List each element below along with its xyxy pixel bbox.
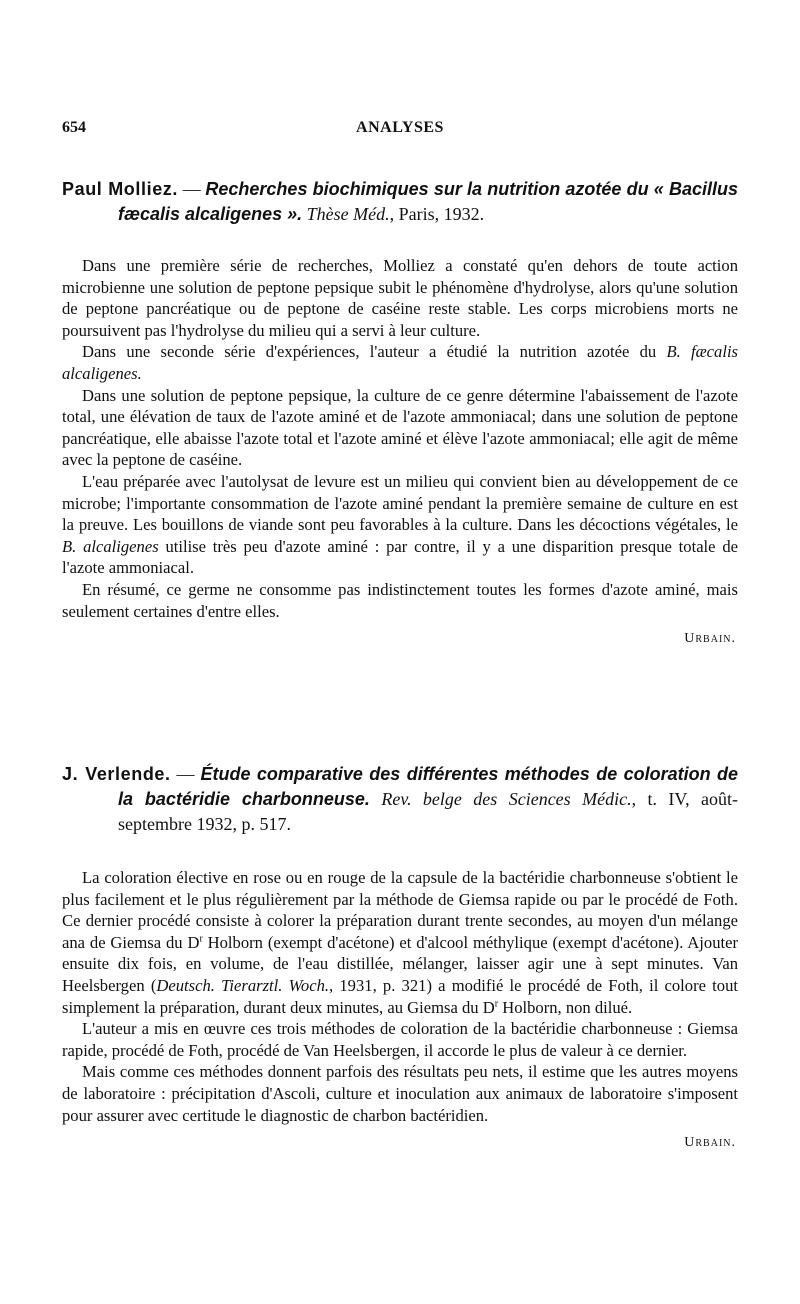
heading-dash: — xyxy=(178,179,206,199)
article-author: J. Verlende. xyxy=(62,764,171,784)
paragraph: La coloration élective en rose ou en rouge de la capsule de la bactéridie charbonneuse s'obtient le plus facilement et le plus régulièrement par la méthode de Giemsa rapide ou par le procédé de Foth. Ce dernier procédé consiste à colorer la préparation durant trente secondes, au moyen d'un mélange ana de Giemsa du $D^r$ Holborn (exempt d'acétone) et d'alcool méthylique (exempt d'acétone). Ajouter ensuite dix fois, en volume, de l'eau distillée, mélanger, laisser agir une à sept minutes. Van Heelsbergen (Deutsch. Tierarztl. Woch., 1931, p. 321) a modifié le procédé de Foth, il colore tout simplement la préparation, durant deux minutes, au Giemsa du $D^r$ Holborn, non dilué. xyxy=(62,868,738,1017)
paragraph: Dans une solution de peptone pepsique, la culture de ce genre détermine l'abaissement de l'azote total, une élévation de taux de l'azote aminé et de l'azote ammoniacal; dans une solution de peptone pancréatique, elle abaisse l'azote total et l'azote aminé et élève l'azote ammoniacal; elle agit de même avec la peptone de caséine. xyxy=(62,385,738,470)
article-heading xyxy=(62,762,738,837)
paragraph: Dans une seconde série d'expériences, l'auteur a étudié la nutrition azotée du B. fæcalis alcaligenes. xyxy=(62,342,739,383)
running-head xyxy=(62,119,738,141)
running-title: ANALYSES xyxy=(356,119,444,136)
journal-reference: Deutsch. Tierarztl. Woch. xyxy=(156,975,330,995)
article-verlende xyxy=(62,762,738,1154)
article-title: Recherches biochimiques sur la nutrition azotée du « Bacillus fæcalis alcaligenes ». xyxy=(118,179,738,224)
article-author: Paul Molliez. xyxy=(62,179,179,199)
species-name: B. fæcalis alcaligenes. xyxy=(62,342,739,383)
paragraph: Mais comme ces méthodes donnent parfois des résultats peu nets, il estime que les autres moyens de laboratoire : précipitation d'Ascoli, culture et inoculation aux animaux de laboratoire s'imposent pour assurer avec certitude le diagnostic de charbon bactéridien. xyxy=(62,1062,738,1125)
article-body xyxy=(62,867,738,1154)
paragraph: L'eau préparée avec l'autolysat de levure est un milieu qui convient bien au développement de ce microbe; l'importante consommation de l'azote aminé pendant la première semaine de culture en est la preuve. Les bouillons de viande sont peu favorables à la culture. Dans les décoctions végétales, le B. alcaligenes utilise très peu d'azote aminé : par contre, il y a une disparition presque totale de l'azote ammoniacal. xyxy=(62,471,738,578)
species-name: B. alcaligenes xyxy=(62,536,159,556)
page-number: 654 xyxy=(62,119,86,136)
article-title: Étude comparative des différentes méthodes de coloration de la bactéridie charbonneuse. xyxy=(118,764,738,809)
signature: Urbain. xyxy=(684,1135,736,1151)
signature: Urbain. xyxy=(684,631,736,647)
citation-source: Thèse Méd. xyxy=(306,204,390,224)
citation-source: Rev. belge des Sciences Médic. xyxy=(369,789,632,809)
citation-details: , Paris, 1932. xyxy=(389,204,485,224)
heading-dash: — xyxy=(170,764,201,784)
citation-details: , t. IV, août-septembre 1932, p. 517. xyxy=(118,789,738,834)
article-body xyxy=(62,255,738,650)
article-molliez xyxy=(62,177,738,650)
paragraph: L'auteur a mis en œuvre ces trois méthodes de coloration de la bactéridie charbonneuse : Giemsa rapide, procédé de Foth, procédé de Van Heelsbergen, il accorde le plus de valeur à ce dernier. xyxy=(62,1019,738,1060)
paragraph: En résumé, ce germe ne consomme pas indistinctement toutes les formes d'azote aminé, mais seulement certaines d'entre elles. xyxy=(62,579,738,621)
article-heading xyxy=(62,177,738,227)
paragraph: Dans une première série de recherches, Molliez a constaté qu'en dehors de toute action microbienne une solution de peptone pepsique subit le phénomène d'hydrolyse, alors qu'une solution de peptone pancréatique ou de peptone de caséine reste stable. Les corps microbiens morts ne poursuivent pas l'hydrolyse du milieu qui a servi à leur culture. xyxy=(62,256,738,340)
